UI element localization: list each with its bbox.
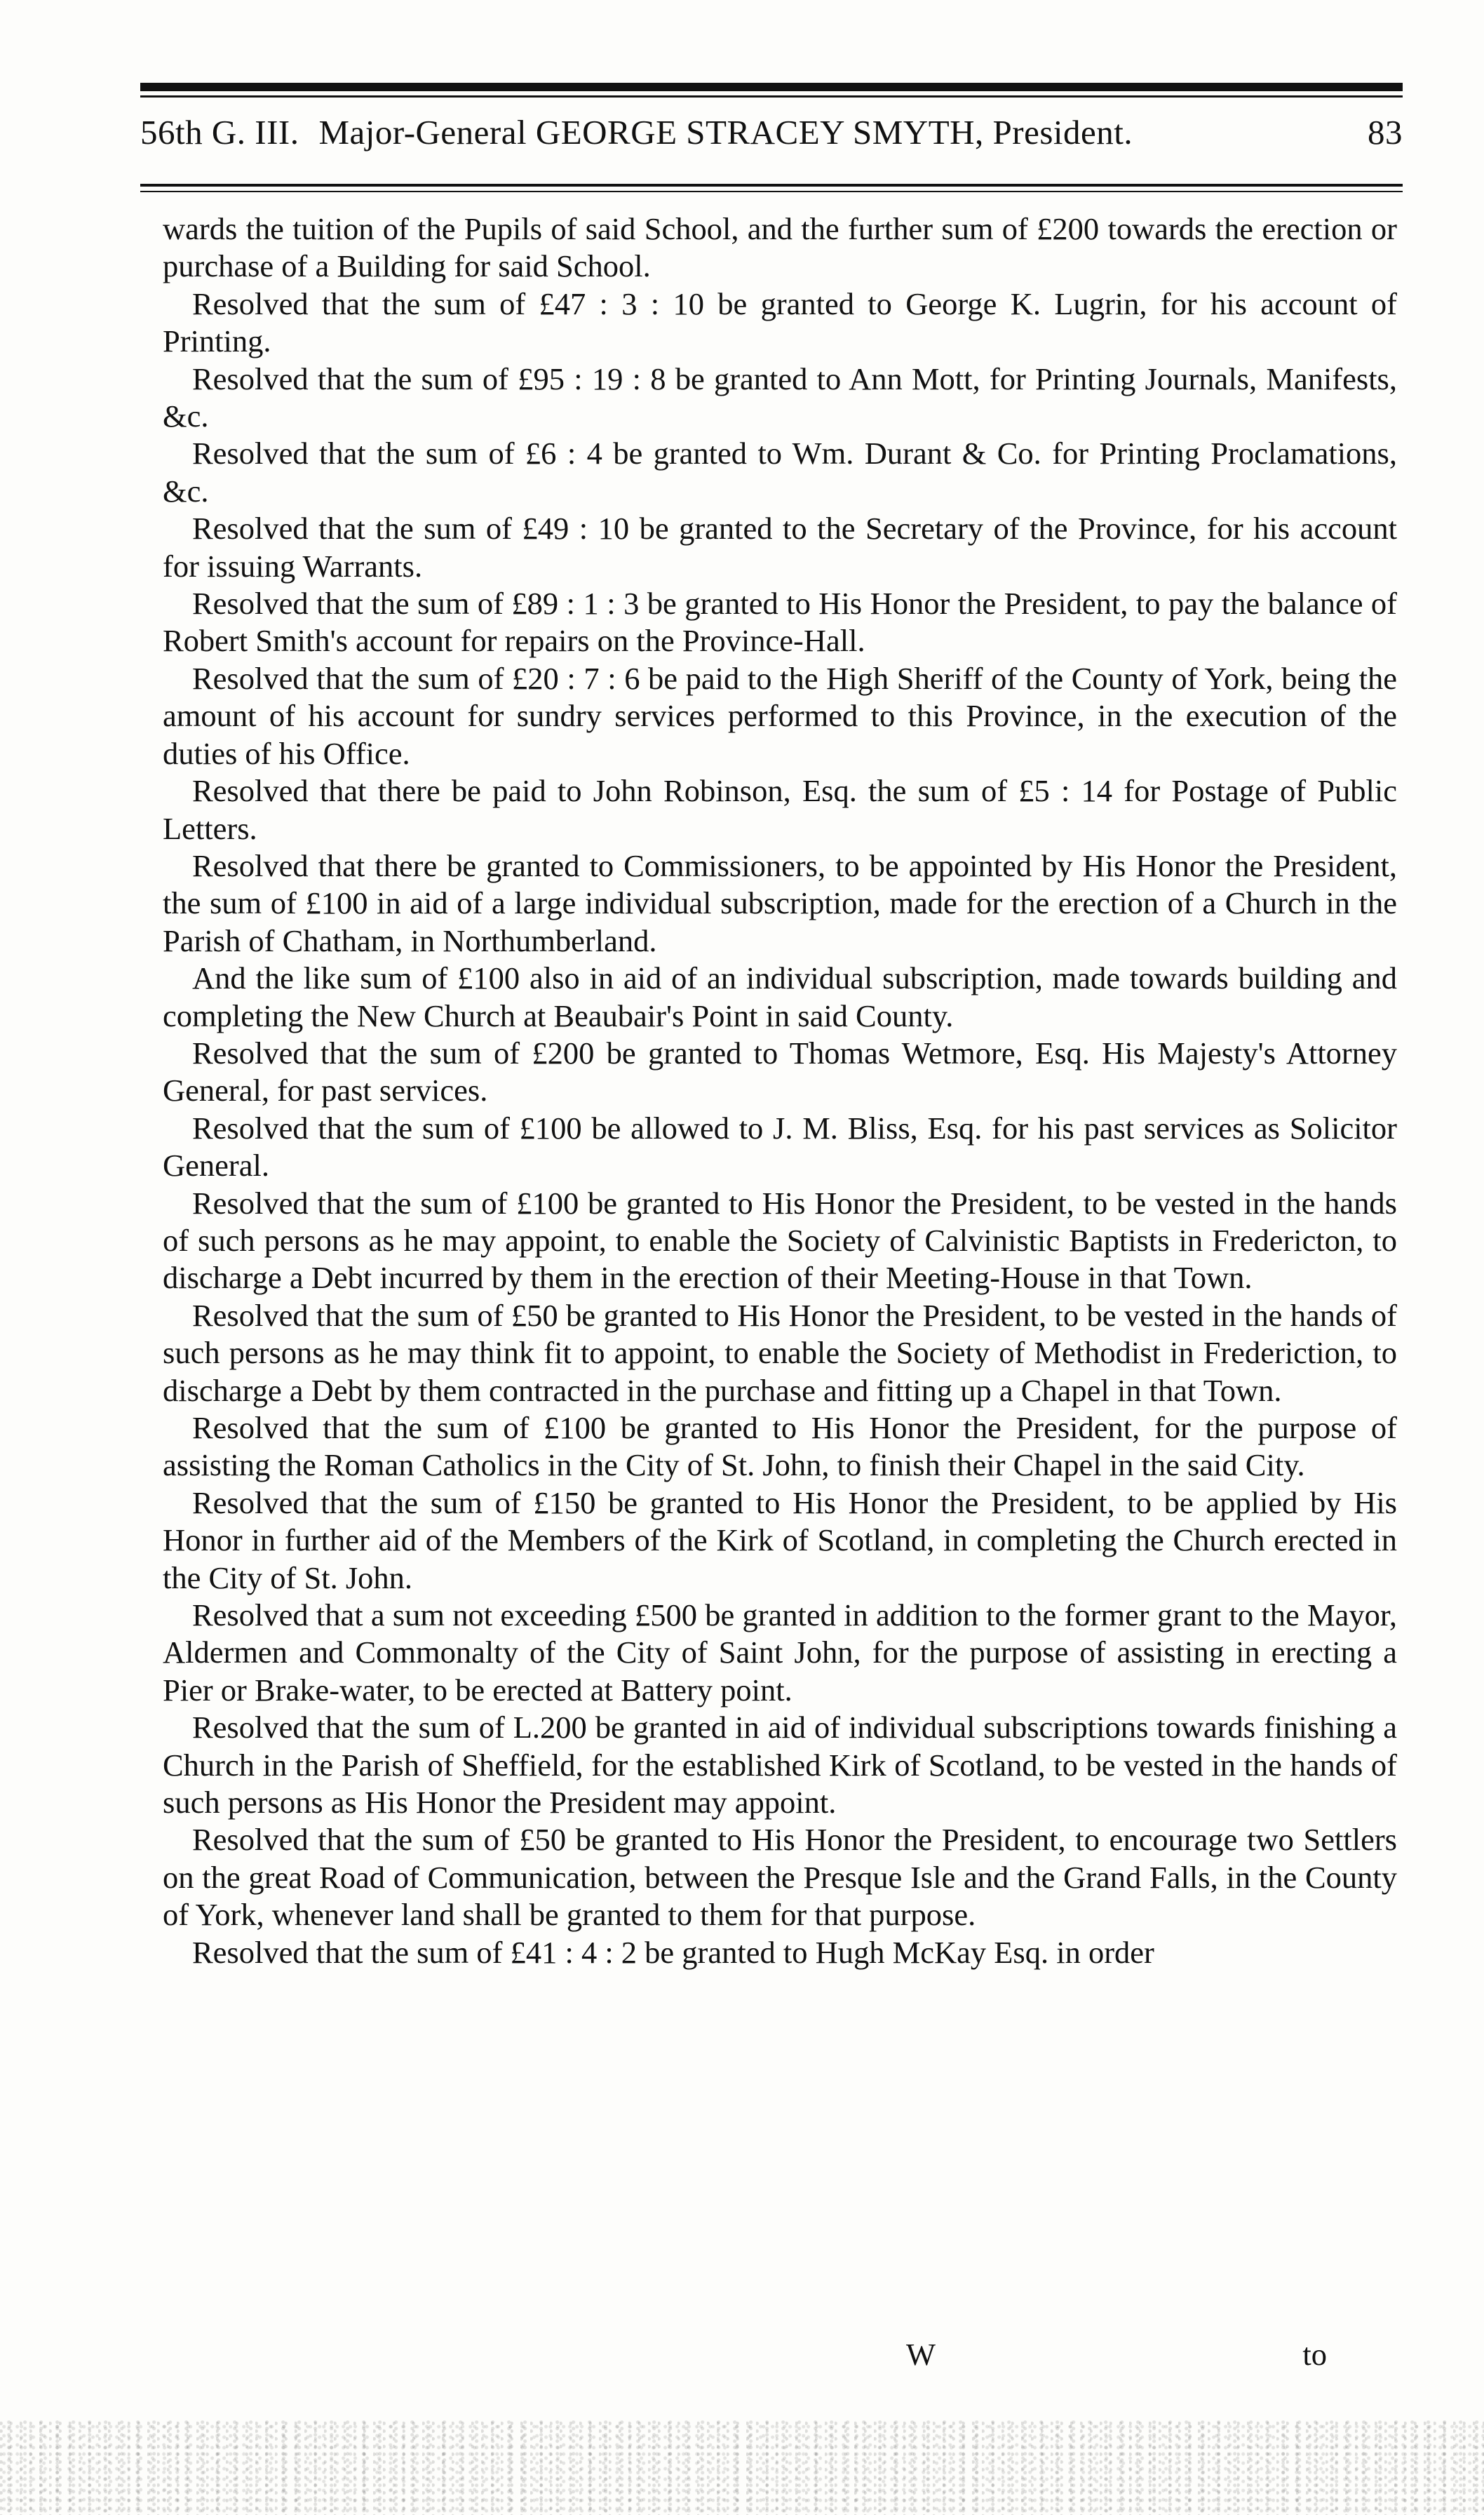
paragraph: Resolved that the sum of £50 be granted to His Honor the President, to be vested in the hands of such persons as he may think fit to appoint, to enable the Society of Methodist in Frederiction, to discharge a Debt by them contracted in the purchase and fitting up a Chapel in that Town.	[163, 1297, 1397, 1408]
top-thin-rule	[140, 95, 1403, 98]
paragraph: Resolved that the sum of £49 : 10 be granted to the Secretary of the Province, for his account for issuing Warrants.	[163, 511, 1397, 584]
paragraph: wards the tuition of the Pupils of said School, and the further sum of £200 towards the erection or purchase of a Building for said School.	[163, 211, 1397, 284]
paragraph: Resolved that the sum of L.200 be granted in aid of individual subscriptions towards finishing a Church in the Parish of Sheffield, for the established Kirk of Scotland, to be vested in the hands of such persons as His Honor the President may appoint.	[163, 1710, 1397, 1820]
header-rule-thin	[140, 191, 1403, 192]
header-rule-thick	[140, 184, 1403, 187]
header-title: Major-General GEORGE STRACEY SMYTH, President.	[318, 113, 1133, 152]
paragraph: Resolved that there be granted to Commissioners, to be appointed by His Honor the President, the sum of £100 in aid of a large individual subscription, made for the erection of a Church in the Parish of Chatham, in Northumberland.	[163, 847, 1397, 958]
paragraph: Resolved that the sum of £47 : 3 : 10 be granted to George K. Lugrin, for his account of Printing.	[163, 286, 1397, 359]
paragraph: Resolved that the sum of £150 be granted to His Honor the President, to be applied by His Honor in further aid of the Members of the Kirk of Scotland, in completing the Church erected in the City of St. John.	[163, 1484, 1397, 1595]
paragraph: Resolved that the sum of £100 be granted to His Honor the President, for the purpose of assisting the Roman Catholics in the City of St. John, to finish their Chapel in the said City.	[163, 1410, 1397, 1483]
signature-mark: W	[906, 2337, 936, 2372]
page-footer	[163, 2336, 1397, 2378]
paragraph: Resolved that the sum of £41 : 4 : 2 be granted to Hugh McKay Esq. in order	[192, 1934, 1154, 1970]
paragraph: Resolved that the sum of £89 : 1 : 3 be granted to His Honor the President, to pay the balance of Robert Smith's account for repairs on the Province-Hall.	[163, 586, 1397, 659]
scan-edge-noise	[0, 2420, 1484, 2515]
page-number: 83	[1368, 113, 1403, 152]
catchword: to	[1302, 2337, 1327, 2372]
top-heavy-rule	[140, 83, 1403, 91]
paragraph: Resolved that the sum of £95 : 19 : 8 be granted to Ann Mott, for Printing Journals, Manifests, &c.	[163, 361, 1397, 434]
regnal-year: 56th G. III.	[140, 113, 299, 152]
running-header	[140, 112, 1403, 168]
resolutions-text	[163, 210, 1397, 1971]
paragraph: Resolved that the sum of £100 be granted to His Honor the President, to be vested in the hands of such persons as he may appoint, to enable the Society of Calvinistic Baptists in Fredericton, to discharge a Debt incurred by them in the erection of their Meeting-House in that Town.	[163, 1185, 1397, 1296]
paragraph: Resolved that the sum of £6 : 4 be granted to Wm. Durant & Co. for Printing Proclamations, &c.	[163, 436, 1397, 509]
paragraph: Resolved that the sum of £200 be granted to Thomas Wetmore, Esq. His Majesty's Attorney General, for past services.	[163, 1035, 1397, 1108]
paragraph: And the like sum of £100 also in aid of an individual subscription, made towards building and completing the New Church at Beaubair's Point in said County.	[163, 960, 1397, 1033]
paragraph: Resolved that the sum of £100 be allowed to J. M. Bliss, Esq. for his past services as Solicitor General.	[163, 1110, 1397, 1183]
paragraph: Resolved that the sum of £20 : 7 : 6 be paid to the High Sheriff of the County of York, being the amount of his account for sundry services performed to this Province, in the execution of the duties of his Office.	[163, 660, 1397, 771]
paragraph: Resolved that the sum of £50 be granted to His Honor the President, to encourage two Settlers on the great Road of Communication, between the Presque Isle and the Grand Falls, in the County of York, whenever land shall be granted to them for that purpose.	[163, 1822, 1397, 1933]
paragraph: Resolved that there be paid to John Robinson, Esq. the sum of £5 : 14 for Postage of Public Letters.	[163, 773, 1397, 846]
paragraph: Resolved that a sum not exceeding £500 be granted in addition to the former grant to the Mayor, Aldermen and Commonalty of the City of Saint John, for the purpose of assisting in erecting a Pier or Brake-water, to be erected at Battery point.	[163, 1597, 1397, 1708]
